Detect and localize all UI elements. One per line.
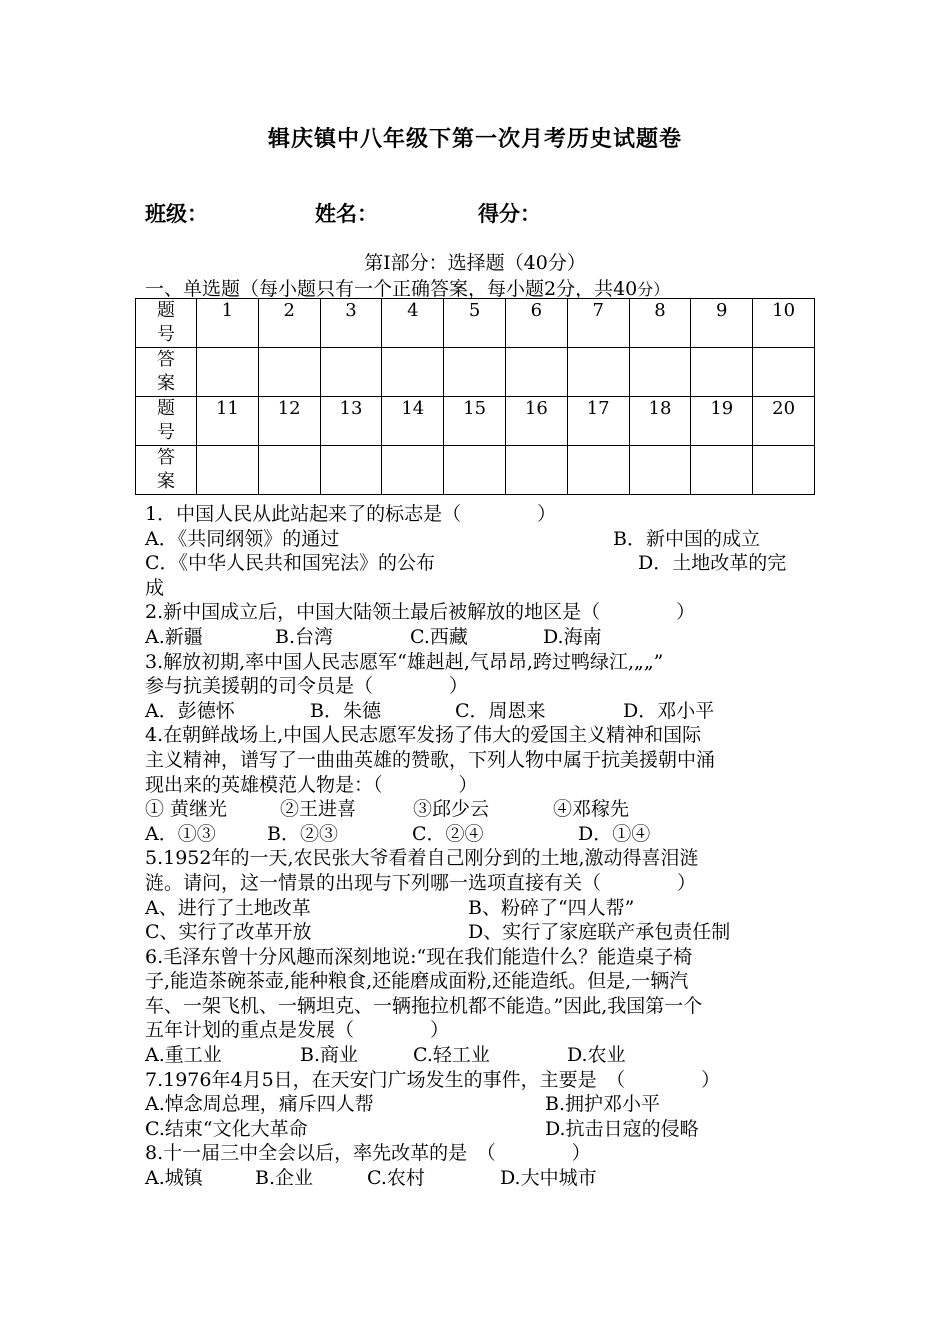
question-1-options-cd [145, 551, 810, 576]
question-8-stem: 8.十一届三中全会以后，率先改革的是 （ ） [145, 1142, 591, 1165]
question-number-cell: 9 [691, 299, 753, 348]
answer-cell[interactable] [320, 348, 382, 397]
score-label: 得分： [478, 201, 541, 226]
answer-cell[interactable] [505, 446, 567, 495]
question-number-cell: 20 [753, 397, 815, 446]
question-3-stem: 3.解放初期,率中国人民志愿军“雄赳赳,气昂昂,跨过鸭绿江,„„” [145, 650, 664, 673]
option-a: A．《共同纲领》的通过 [145, 527, 340, 550]
question-number-cell: 15 [444, 397, 506, 446]
option-a: A.城镇 [145, 1167, 203, 1190]
question-6-stem-2: 子,能造茶碗茶壶,能种粮食,还能磨成面粉,还能造纸。但是,一辆汽 [145, 970, 689, 993]
question-4-stem-2: 主义精神，谱写了一曲曲英雄的赞歌，下列人物中属于抗美援朝中涌 [145, 748, 716, 771]
question-number-cell: 10 [753, 299, 815, 348]
question-5-stem-2: 涟。请问，这一情景的出现与下列哪一选项直接有关（ ） [145, 871, 697, 894]
question-7-options-ab [145, 1092, 810, 1117]
answer-cell[interactable] [629, 348, 691, 397]
instructions [145, 274, 669, 301]
option-d: D．邓小平 [623, 699, 715, 722]
question-number-cell: 6 [505, 299, 567, 348]
question-number-cell: 19 [691, 397, 753, 446]
option-c: C、实行了改革开放 [145, 921, 312, 944]
answer-cell[interactable] [382, 446, 444, 495]
option-d: D、实行了家庭联产承包责任制 [468, 921, 731, 944]
question-3-options [145, 699, 810, 724]
item-4: ④邓稼先 [553, 798, 630, 821]
question-number-header: 题 号 [136, 299, 197, 348]
option-c: C．周恩来 [455, 699, 546, 722]
name-label: 姓名： [315, 201, 378, 226]
option-b: B．②③ [267, 822, 338, 845]
question-number-cell: 2 [258, 299, 320, 348]
option-a: A．彭德怀 [145, 699, 235, 722]
answer-cell[interactable] [444, 348, 506, 397]
question-number-cell: 7 [567, 299, 629, 348]
page-title: 辑庆镇中八年级下第一次月考历史试题卷 [267, 126, 682, 152]
table-row [136, 299, 815, 348]
option-b: B、粉碎了“四人帮” [468, 896, 635, 919]
answer-cell[interactable] [753, 348, 815, 397]
question-7-options-cd [145, 1117, 810, 1142]
question-5-stem: 5.1952年的一天,农民张大爷看着自己刚分到的土地,激动得喜泪涟 [145, 847, 699, 870]
item-3: ③邱少云 [413, 798, 490, 821]
question-number-cell: 16 [505, 397, 567, 446]
instructions-unit: 分） [637, 280, 670, 299]
class-label: 班级： [145, 201, 208, 226]
option-c: C.结束“文化大革命 [145, 1117, 308, 1140]
question-3-stem-2: 参与抗美援朝的司令员是（ ） [145, 675, 469, 698]
answer-cell[interactable] [258, 348, 320, 397]
option-b: B.商业 [300, 1044, 359, 1067]
answer-cell[interactable] [197, 446, 259, 495]
question-6-stem-4: 五年计划的重点是发展（ ） [145, 1019, 450, 1042]
option-a: A．①③ [145, 822, 216, 845]
answer-cell[interactable] [505, 348, 567, 397]
question-number-cell: 12 [258, 397, 320, 446]
question-number-cell: 17 [567, 397, 629, 446]
question-number-cell: 11 [197, 397, 259, 446]
answer-cell[interactable] [320, 446, 382, 495]
question-number-cell: 5 [444, 299, 506, 348]
question-2-options [145, 625, 810, 650]
question-2-stem: 2.新中国成立后，中国大陆领土最后被解放的地区是（ ） [145, 601, 696, 624]
option-d: D.海南 [543, 625, 602, 648]
question-8-options [145, 1166, 810, 1191]
questions [145, 502, 810, 1191]
question-number-cell: 8 [629, 299, 691, 348]
option-d: D．①④ [578, 822, 651, 845]
option-a: A、进行了土地改革 [145, 896, 311, 919]
question-number-cell: 3 [320, 299, 382, 348]
option-a: A.悼念周总理，痛斥四人帮 [145, 1093, 374, 1116]
option-c: C．②④ [412, 822, 484, 845]
question-1-stem: 1．中国人民从此站起来了的标志是（ ） [145, 503, 557, 525]
table-row [136, 348, 815, 397]
instructions-main: 一、单选题（每小题只有一个正确答案，每小题2分，共40 [145, 278, 638, 300]
option-d: D.大中城市 [500, 1167, 597, 1190]
answer-header: 答 案 [136, 348, 197, 397]
question-number-header: 题 号 [136, 397, 197, 446]
answer-cell[interactable] [753, 446, 815, 495]
question-number-cell: 18 [629, 397, 691, 446]
option-c: C.西藏 [410, 625, 468, 648]
option-a: A.重工业 [145, 1044, 222, 1067]
option-d: D.农业 [567, 1044, 626, 1067]
answer-cell[interactable] [629, 446, 691, 495]
option-c: C．《中华人民共和国宪法》的公布 [145, 552, 436, 575]
option-d-continued: 成 [145, 576, 165, 599]
question-4-options [145, 822, 810, 847]
question-5-options-ab [145, 896, 810, 921]
question-5-options-cd [145, 920, 810, 945]
question-number-cell: 1 [197, 299, 259, 348]
question-4-stem: 4.在朝鲜战场上,中国人民志愿军发扬了伟大的爱国主义精神和国际 [145, 724, 702, 747]
answer-cell[interactable] [691, 446, 753, 495]
item-2: ②王进喜 [280, 798, 357, 821]
question-6-stem: 6.毛泽东曾十分风趣而深刻地说:“现在我们能造什么？能造桌子椅 [145, 945, 693, 968]
question-7-stem: 7.1976年4月5日，在天安门广场发生的事件，主要是 （ ） [145, 1068, 721, 1091]
section-title: 第Ⅰ部分：选择题（40分） [364, 252, 586, 274]
answer-table [135, 298, 815, 495]
option-a: A.新疆 [145, 625, 203, 648]
option-b: B.拥护邓小平 [545, 1093, 661, 1116]
option-c: C.农村 [367, 1167, 425, 1190]
question-4-stem-3: 现出来的英雄模范人物是：（ ） [145, 773, 478, 796]
answer-cell[interactable] [258, 446, 320, 495]
option-b: B.台湾 [275, 625, 334, 648]
answer-cell[interactable] [444, 446, 506, 495]
question-1-options-ab [145, 527, 810, 552]
table-row [136, 446, 815, 495]
question-6-options [145, 1043, 810, 1068]
option-b: B.企业 [255, 1167, 314, 1190]
answer-header: 答 案 [136, 446, 197, 495]
option-d: D.抗击日寇的侵略 [545, 1117, 699, 1140]
option-b: B．新中国的成立 [613, 527, 760, 550]
question-number-cell: 4 [382, 299, 444, 348]
question-4-items [145, 797, 810, 822]
answer-cell[interactable] [567, 446, 629, 495]
answer-cell[interactable] [567, 348, 629, 397]
option-b: B．朱德 [310, 699, 381, 722]
question-number-cell: 14 [382, 397, 444, 446]
option-d: D．土地改革的完 [638, 552, 787, 575]
answer-cell[interactable] [691, 348, 753, 397]
answer-cell[interactable] [382, 348, 444, 397]
question-6-stem-3: 车、一架飞机、一辆坦克、一辆拖拉机都不能造。”因此,我国第一个 [145, 994, 703, 1017]
answer-cell[interactable] [197, 348, 259, 397]
item-1: ① 黄继光 [145, 798, 228, 821]
option-c: C.轻工业 [413, 1044, 490, 1067]
question-number-cell: 13 [320, 397, 382, 446]
table-row [136, 397, 815, 446]
